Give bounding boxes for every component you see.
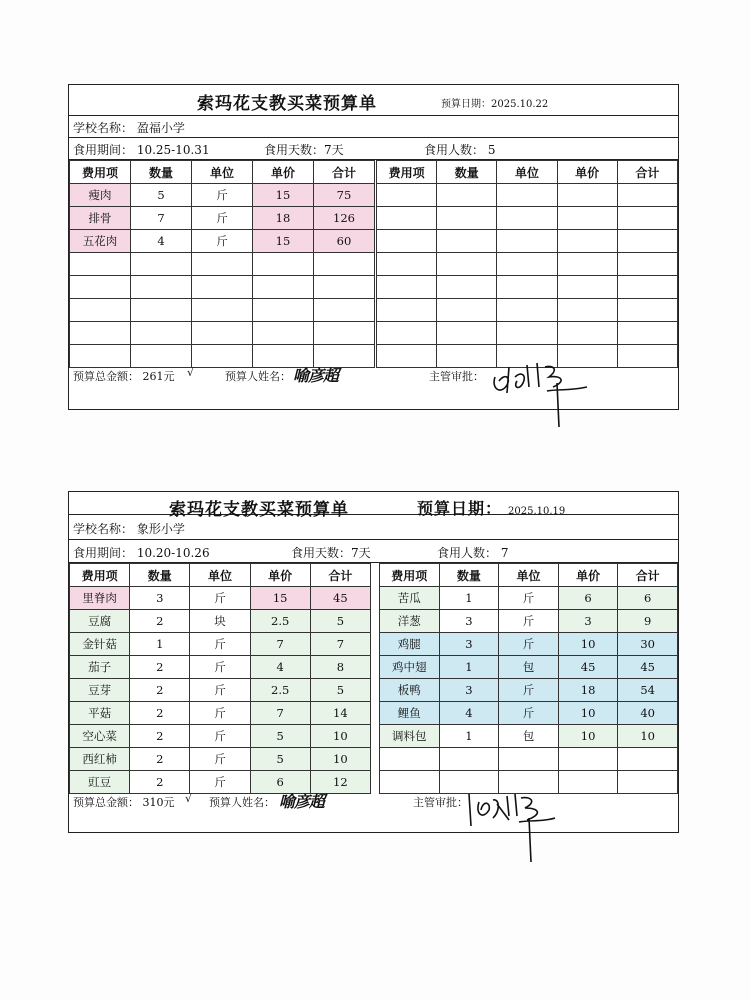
form-footer	[69, 790, 678, 833]
table-row	[70, 725, 371, 748]
table-cell	[439, 748, 499, 771]
meal-people: 食用人数： 7	[437, 546, 509, 560]
table-cell: 鸡中翅	[380, 656, 440, 679]
table-cell: 包	[499, 656, 559, 679]
table-cell	[192, 299, 253, 322]
table-cell: 1	[439, 587, 499, 610]
table-cell: 60	[314, 230, 375, 253]
form-header	[69, 85, 678, 116]
table-header-row	[70, 161, 375, 184]
table-cell: 排骨	[70, 207, 131, 230]
table-cell: 45	[618, 656, 678, 679]
table-cell: 斤	[190, 633, 250, 656]
table-cell	[497, 322, 557, 345]
table-cell: 9	[618, 610, 678, 633]
table-cell: 斤	[499, 610, 559, 633]
table-cell: 1	[130, 633, 190, 656]
table-cell: 30	[618, 633, 678, 656]
table-cell: 斤	[190, 587, 250, 610]
table-row	[70, 679, 371, 702]
table-cell: 10	[558, 702, 618, 725]
table-cell: 3	[130, 587, 190, 610]
column-header: 单价	[253, 161, 314, 184]
table-cell	[497, 184, 557, 207]
table-cell: 10	[618, 725, 678, 748]
table-row	[70, 633, 371, 656]
table-row	[70, 253, 375, 276]
school-name: 学校名称： 盈福小学	[73, 121, 185, 135]
column-header: 单价	[557, 161, 617, 184]
table-cell: 斤	[190, 725, 250, 748]
table-cell: 126	[314, 207, 375, 230]
table-cell: 2	[130, 656, 190, 679]
table-cell: 2	[130, 748, 190, 771]
table-cell	[377, 322, 437, 345]
table-cell: 2.5	[250, 610, 310, 633]
table-cell: 斤	[190, 748, 250, 771]
check-mark-icon: √	[187, 366, 195, 379]
total-amount: 预算总金额： 261元	[73, 370, 175, 383]
table-row	[380, 610, 678, 633]
table-cell	[617, 299, 677, 322]
table-cell: 斤	[190, 656, 250, 679]
table-cell	[617, 184, 677, 207]
table-row	[377, 276, 678, 299]
table-cell: 平菇	[70, 702, 130, 725]
approver-signature-icon	[487, 347, 597, 429]
table-cell: 苦瓜	[380, 587, 440, 610]
table-cell	[131, 299, 192, 322]
table-cell	[377, 230, 437, 253]
table-header-row	[380, 564, 678, 587]
table-cell: 15	[250, 587, 310, 610]
table-row	[377, 207, 678, 230]
table-cell	[192, 253, 253, 276]
form-title: 索玛花支教买菜预算单	[197, 94, 377, 114]
column-header: 费用项	[70, 564, 130, 587]
table-cell: 西红柿	[70, 748, 130, 771]
period-row	[69, 540, 678, 563]
table-cell	[437, 207, 497, 230]
budget-person-label: 预算人姓名：	[225, 370, 291, 383]
total-amount: 预算总金额： 310元	[73, 796, 175, 809]
school-name: 学校名称： 象形小学	[73, 522, 185, 536]
table-cell: 3	[439, 610, 499, 633]
table-row	[380, 633, 678, 656]
table-row	[70, 702, 371, 725]
column-header: 单位	[190, 564, 250, 587]
table-cell	[314, 253, 375, 276]
table-cell	[497, 207, 557, 230]
column-header: 数量	[131, 161, 192, 184]
period-row	[69, 138, 678, 160]
column-header: 费用项	[377, 161, 437, 184]
table-cell	[558, 748, 618, 771]
column-header: 单位	[192, 161, 253, 184]
table-cell	[131, 253, 192, 276]
table-cell	[377, 253, 437, 276]
table-cell: 10	[558, 725, 618, 748]
table-cell	[557, 184, 617, 207]
table-cell	[70, 322, 131, 345]
table-cell	[557, 276, 617, 299]
table-cell: 五花肉	[70, 230, 131, 253]
table-cell: 茄子	[70, 656, 130, 679]
table-row	[377, 322, 678, 345]
table-cell	[617, 253, 677, 276]
table-cell	[192, 276, 253, 299]
table-cell	[314, 322, 375, 345]
table-cell: 6	[558, 587, 618, 610]
table-cell	[380, 748, 440, 771]
table-cell: 里脊肉	[70, 587, 130, 610]
table-cell	[617, 276, 677, 299]
table-cell	[70, 299, 131, 322]
table-cell	[377, 299, 437, 322]
budget-form-1	[68, 84, 679, 410]
budget-person-label: 预算人姓名：	[209, 796, 275, 809]
table-cell	[557, 253, 617, 276]
table-header-row	[70, 564, 371, 587]
table-cell: 1	[439, 656, 499, 679]
table-row	[377, 184, 678, 207]
column-header: 费用项	[380, 564, 440, 587]
expense-table-left	[69, 160, 375, 368]
column-header: 合计	[314, 161, 375, 184]
table-row	[380, 656, 678, 679]
table-cell	[253, 322, 314, 345]
table-cell	[557, 207, 617, 230]
table-cell: 10	[558, 633, 618, 656]
table-row	[70, 610, 371, 633]
table-row	[70, 299, 375, 322]
column-header: 合计	[618, 564, 678, 587]
table-row	[70, 587, 371, 610]
table-cell: 5	[250, 725, 310, 748]
table-cell: 2	[130, 702, 190, 725]
table-row	[380, 748, 678, 771]
table-cell: 4	[131, 230, 192, 253]
table-cell	[314, 299, 375, 322]
column-header: 单位	[497, 161, 557, 184]
table-cell: 斤	[192, 184, 253, 207]
table-cell: 7	[131, 207, 192, 230]
column-header: 单价	[558, 564, 618, 587]
table-cell	[131, 322, 192, 345]
table-cell	[618, 748, 678, 771]
table-cell	[557, 230, 617, 253]
table-cell: 斤	[192, 230, 253, 253]
column-header: 单价	[250, 564, 310, 587]
expense-table-right	[376, 160, 678, 368]
table-cell: 斤	[190, 702, 250, 725]
table-row	[380, 702, 678, 725]
budget-date-value: 2025.10.19	[508, 506, 566, 517]
table-cell: 5	[310, 610, 370, 633]
table-cell: 2.5	[250, 679, 310, 702]
table-row	[70, 184, 375, 207]
table-cell: 45	[310, 587, 370, 610]
table-cell: 4	[439, 702, 499, 725]
table-cell: 6	[618, 587, 678, 610]
table-cell	[377, 184, 437, 207]
table-cell	[497, 253, 557, 276]
table-row	[70, 230, 375, 253]
school-row	[69, 515, 678, 540]
table-cell	[617, 322, 677, 345]
table-cell	[437, 184, 497, 207]
table-cell	[131, 276, 192, 299]
table-cell: 18	[558, 679, 618, 702]
table-cell: 3	[558, 610, 618, 633]
table-cell	[314, 276, 375, 299]
table-cell: 5	[131, 184, 192, 207]
budget-person-signature: 喻彦超	[293, 366, 339, 385]
table-cell: 洋葱	[380, 610, 440, 633]
check-mark-icon: √	[185, 792, 193, 805]
table-cell: 斤	[499, 702, 559, 725]
table-cell: 5	[310, 679, 370, 702]
table-cell: 7	[250, 633, 310, 656]
table-cell	[377, 276, 437, 299]
table-row	[377, 253, 678, 276]
table-cell: 豇豆	[70, 771, 130, 794]
table-row	[380, 587, 678, 610]
table-cell: 10	[310, 725, 370, 748]
table-cell: 75	[314, 184, 375, 207]
table-cell	[253, 253, 314, 276]
table-cell: 调料包	[380, 725, 440, 748]
budget-person-signature: 喻彦超	[279, 792, 325, 811]
budget-form-2	[68, 491, 679, 833]
table-cell: 斤	[192, 207, 253, 230]
table-cell: 空心菜	[70, 725, 130, 748]
table-header-row	[377, 161, 678, 184]
meal-period: 食用期间： 10.25-10.31	[73, 143, 210, 157]
table-cell: 金针菇	[70, 633, 130, 656]
table-cell: 鲤鱼	[380, 702, 440, 725]
table-cell: 40	[618, 702, 678, 725]
table-cell: 15	[253, 230, 314, 253]
table-cell: 瘦肉	[70, 184, 131, 207]
table-cell: 板鸭	[380, 679, 440, 702]
table-cell	[70, 276, 131, 299]
meal-people: 食用人数： 5	[424, 143, 496, 157]
table-cell: 斤	[499, 587, 559, 610]
table-cell	[617, 207, 677, 230]
table-cell: 豆腐	[70, 610, 130, 633]
table-cell: 12	[310, 771, 370, 794]
approver-signature-icon	[463, 780, 563, 864]
table-cell: 54	[618, 679, 678, 702]
table-cell: 3	[439, 679, 499, 702]
table-cell: 2	[130, 610, 190, 633]
column-header: 数量	[437, 161, 497, 184]
budget-date: 预算日期：2025.10.22	[441, 99, 549, 110]
school-row	[69, 116, 678, 138]
table-cell	[617, 230, 677, 253]
table-row	[377, 230, 678, 253]
table-cell	[70, 253, 131, 276]
column-header: 数量	[130, 564, 190, 587]
table-cell: 1	[439, 725, 499, 748]
table-row	[70, 656, 371, 679]
table-cell	[192, 322, 253, 345]
table-cell: 鸡腿	[380, 633, 440, 656]
table-cell	[253, 299, 314, 322]
meal-days: 食用天数：7天	[264, 143, 344, 157]
table-cell: 4	[250, 656, 310, 679]
approver-label: 主管审批：	[413, 796, 468, 809]
table-cell: 8	[310, 656, 370, 679]
table-cell	[253, 276, 314, 299]
table-cell: 10	[310, 748, 370, 771]
table-cell: 6	[250, 771, 310, 794]
table-cell: 2	[130, 679, 190, 702]
table-cell: 豆芽	[70, 679, 130, 702]
table-row	[70, 748, 371, 771]
table-cell: 45	[558, 656, 618, 679]
table-cell: 块	[190, 610, 250, 633]
table-cell	[557, 299, 617, 322]
table-cell: 18	[253, 207, 314, 230]
budget-date-label: 预算日期：	[417, 499, 503, 518]
table-cell	[497, 299, 557, 322]
table-cell	[437, 253, 497, 276]
column-header: 数量	[439, 564, 499, 587]
table-cell	[437, 322, 497, 345]
table-row	[70, 276, 375, 299]
table-cell: 2	[130, 725, 190, 748]
column-header: 合计	[310, 564, 370, 587]
table-row	[380, 679, 678, 702]
table-cell: 斤	[499, 633, 559, 656]
approver-label: 主管审批：	[429, 370, 484, 383]
column-header: 费用项	[70, 161, 131, 184]
table-cell: 14	[310, 702, 370, 725]
table-cell: 斤	[499, 679, 559, 702]
expense-table-left	[69, 563, 371, 794]
table-cell: 斤	[190, 771, 250, 794]
form-header	[69, 492, 678, 520]
table-cell: 斤	[190, 679, 250, 702]
form-title: 索玛花支教买菜预算单	[169, 500, 349, 520]
table-cell	[377, 207, 437, 230]
meal-period: 食用期间： 10.20-10.26	[73, 546, 210, 560]
table-cell: 2	[130, 771, 190, 794]
table-cell: 7	[250, 702, 310, 725]
table-cell	[557, 322, 617, 345]
table-row	[377, 299, 678, 322]
meal-days: 食用天数：7天	[291, 546, 371, 560]
table-row	[70, 322, 375, 345]
table-cell	[437, 230, 497, 253]
column-header: 合计	[617, 161, 677, 184]
table-cell	[497, 230, 557, 253]
table-cell	[437, 299, 497, 322]
table-cell: 包	[499, 725, 559, 748]
table-cell: 3	[439, 633, 499, 656]
table-cell	[437, 276, 497, 299]
table-cell: 7	[310, 633, 370, 656]
table-cell: 15	[253, 184, 314, 207]
table-cell	[497, 276, 557, 299]
expense-table-right	[379, 563, 678, 794]
column-header: 单位	[499, 564, 559, 587]
table-cell	[499, 748, 559, 771]
table-row	[70, 207, 375, 230]
table-row	[380, 725, 678, 748]
table-cell: 5	[250, 748, 310, 771]
